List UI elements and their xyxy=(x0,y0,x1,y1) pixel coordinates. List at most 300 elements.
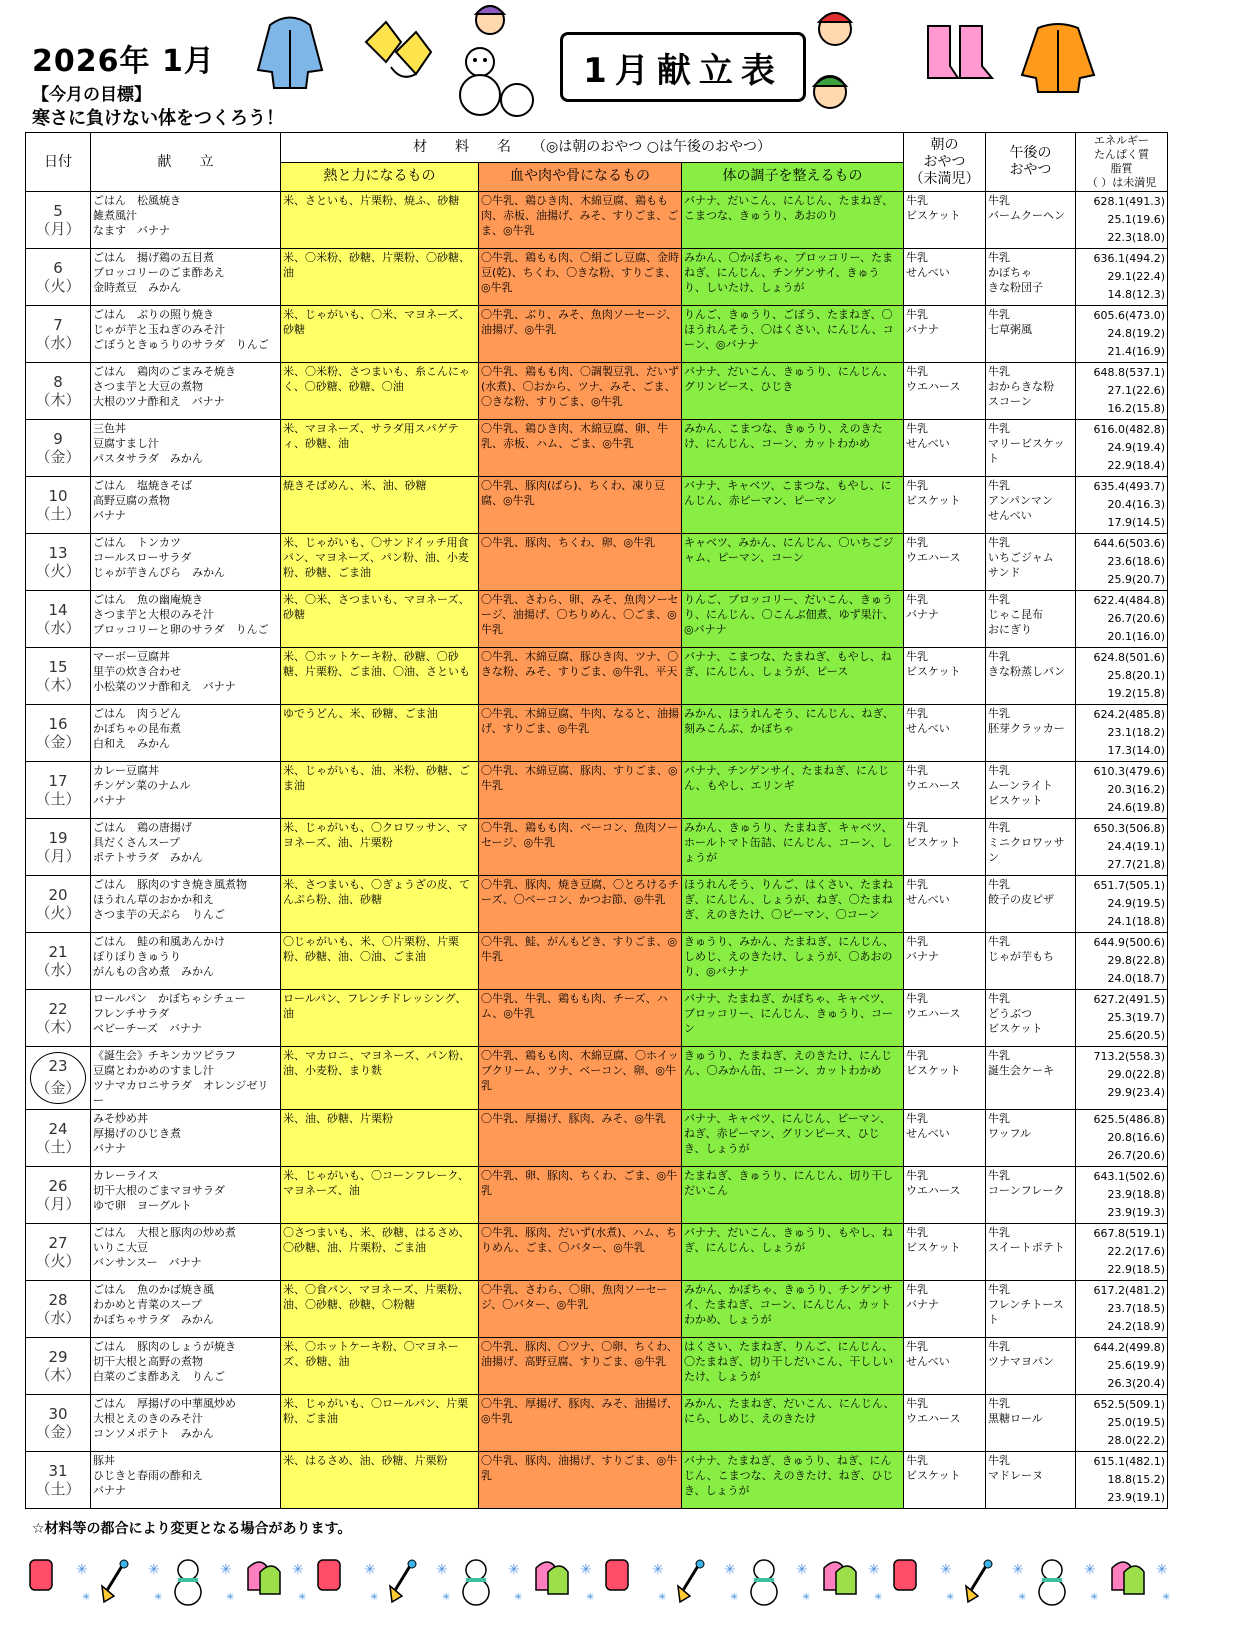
yellow-group-cell: バナナ、こまつな、たまねぎ、もやし、ねぎ、にんじん、しょうが、ピース xyxy=(682,648,904,705)
menu-item: なます バナナ xyxy=(93,224,170,237)
weekday: （金） xyxy=(35,733,81,751)
day-number: 5 xyxy=(53,202,63,220)
weekday: （金） xyxy=(35,1423,81,1441)
menu-cell xyxy=(91,192,281,249)
snack-item: 七草粥風 xyxy=(988,323,1033,336)
fat-value: 22.3(18.0) xyxy=(1107,231,1166,244)
snack-item: バナナ xyxy=(906,1298,940,1311)
svg-text:✳: ✳ xyxy=(154,1592,163,1603)
snack-item: マリービスケット xyxy=(988,437,1065,465)
snack-item: 牛乳 xyxy=(988,251,1011,264)
yellow-group-cell: みかん、〇かぼちゃ、ブロッコリー、たまねぎ、にんじん、チンゲンサイ、きゅうり、しいたけ、しょうが xyxy=(682,249,904,306)
snack-item: 牛乳 xyxy=(988,935,1011,948)
weekday: （木） xyxy=(35,391,81,409)
red-group-cell: 米、〇米、さつまいも、マヨネーズ、砂糖 xyxy=(281,591,479,648)
red-group-cell: 米、じゃがいも、〇米、マヨネーズ、砂糖 xyxy=(281,306,479,363)
menu-item: ごはん 塩焼きそば xyxy=(93,479,192,492)
menu-item: 豆腐すまし汁 xyxy=(93,437,159,450)
table-row xyxy=(26,762,1168,819)
fat-value: 16.2(15.8) xyxy=(1107,402,1166,415)
weekday: （土） xyxy=(35,790,81,808)
date-cell xyxy=(26,1224,91,1281)
red-group-cell: ロールパン、フレンチドレッシング、油 xyxy=(281,990,479,1047)
goal-text: 寒さに負けない体をつくろう！ xyxy=(32,108,284,129)
snack-item: 誕生会ケーキ xyxy=(988,1064,1055,1077)
page-title: 1月献立表 xyxy=(560,32,806,102)
snack-item: フレンチトースト xyxy=(988,1298,1064,1326)
snack-item: ビスケット xyxy=(906,665,961,678)
header-afternoon-snack: 午後の おやつ xyxy=(986,133,1076,192)
protein-value: 20.4(16.3) xyxy=(1107,498,1166,511)
date-cell xyxy=(26,1452,91,1509)
menu-cell xyxy=(91,306,281,363)
svg-text:✳: ✳ xyxy=(1090,1592,1099,1603)
afternoon-snack-cell xyxy=(986,306,1076,363)
svg-text:✳: ✳ xyxy=(868,1562,880,1578)
menu-cell xyxy=(91,648,281,705)
morning-snack-cell xyxy=(904,591,986,648)
afternoon-snack-cell xyxy=(986,1338,1076,1395)
fat-value: 24.2(18.9) xyxy=(1107,1320,1166,1333)
morning-snack-cell xyxy=(904,477,986,534)
menu-item: バナナ xyxy=(93,1142,126,1155)
protein-value: 25.1(19.6) xyxy=(1107,213,1166,226)
energy-cell xyxy=(1076,363,1168,420)
green-group-cell: 〇牛乳、木綿豆腐、豚肉、すりごま、◎牛乳 xyxy=(479,762,682,819)
menu-item: ひじきと春雨の酢和え xyxy=(93,1469,203,1482)
menu-item: ごはん 豚肉のすき焼き風煮物 xyxy=(93,878,247,891)
snack-item: ビスケット xyxy=(906,1241,961,1254)
afternoon-snack-cell xyxy=(986,591,1076,648)
mitten-icon xyxy=(1112,1562,1170,1603)
energy-value: 624.2(485.8) xyxy=(1093,708,1166,721)
footer-note: ☆材料等の都合により変更となる場合があります。 xyxy=(32,1521,352,1537)
menu-item: ロールパン かぼちゃシチュー xyxy=(93,992,246,1005)
energy-value: 643.1(502.6) xyxy=(1093,1170,1166,1183)
afternoon-snack-cell xyxy=(986,1047,1076,1110)
morning-snack-cell xyxy=(904,648,986,705)
morning-snack-cell xyxy=(904,534,986,591)
red-group-cell: 米、はるさめ、油、砂糖、片栗粉 xyxy=(281,1452,479,1509)
snack-item: 牛乳 xyxy=(988,992,1011,1005)
snack-item: ウエハース xyxy=(906,1184,961,1197)
svg-text:✳: ✳ xyxy=(298,1592,307,1603)
svg-text:✳: ✳ xyxy=(226,1592,235,1603)
snack-item: どうぶつ xyxy=(988,1007,1033,1020)
day-number: 29 xyxy=(48,1348,68,1366)
morning-snack-cell xyxy=(904,1281,986,1338)
snack-item: 牛乳 xyxy=(988,878,1011,891)
energy-value: 636.1(494.2) xyxy=(1093,252,1166,265)
red-group-cell: 米、じゃがいも、〇サンドイッチ用食パン、マヨネーズ、パン粉、油、小麦粉、砂糖、ごま油 xyxy=(281,534,479,591)
snack-item: 牛乳 xyxy=(988,308,1011,321)
svg-text:✳: ✳ xyxy=(1084,1562,1096,1578)
menu-item: コンソメポテト みかん xyxy=(93,1427,214,1440)
energy-cell xyxy=(1076,477,1168,534)
morning-snack-cell xyxy=(904,762,986,819)
energy-value: 628.1(491.3) xyxy=(1093,195,1166,208)
snack-item: サンド xyxy=(988,566,1021,579)
green-group-cell: 〇牛乳、豚肉、焼き豆腐、〇とろけるチーズ、〇ベーコン、かつお節、◎牛乳 xyxy=(479,876,682,933)
svg-text:✳: ✳ xyxy=(1012,1562,1024,1578)
weekday: （火） xyxy=(35,904,81,922)
energy-value: 635.4(493.7) xyxy=(1093,480,1166,493)
date-cell xyxy=(26,1110,91,1167)
weekday: （月） xyxy=(35,1195,81,1213)
snack-item: せんべい xyxy=(906,266,950,279)
menu-item: ごはん 豚肉のしょうが焼き xyxy=(93,1340,236,1353)
date-cell xyxy=(26,534,91,591)
svg-text:✳: ✳ xyxy=(514,1592,523,1603)
menu-item: じゃが芋きんぴら みかん xyxy=(93,566,225,579)
day-number: 30 xyxy=(48,1405,68,1423)
snack-item: 牛乳 xyxy=(906,1397,929,1410)
red-group-cell: 米、〇米粉、砂糖、片栗粉、〇砂糖、油 xyxy=(281,249,479,306)
snack-item: ビスケット xyxy=(988,794,1043,807)
menu-item: ごはん トンカツ xyxy=(93,536,181,549)
yellow-group-cell: りんご、きゅうり、ごぼう、たまねぎ、〇ほうれんそう、〇はくさい、にんじん、コーン、◎バナナ xyxy=(682,306,904,363)
green-group-cell: 〇牛乳、卵、豚肉、ちくわ、ごま、◎牛乳 xyxy=(479,1167,682,1224)
day-number: 23 xyxy=(48,1057,68,1075)
energy-cell xyxy=(1076,1224,1168,1281)
energy-cell xyxy=(1076,1395,1168,1452)
cup-icon xyxy=(30,1560,90,1603)
morning-snack-cell xyxy=(904,1110,986,1167)
energy-value: 667.8(519.1) xyxy=(1093,1227,1166,1240)
snack-item: きな粉蒸しパン xyxy=(988,665,1066,678)
menu-item: ごぼうときゅうりのサラダ りんご xyxy=(93,338,269,351)
svg-text:✳: ✳ xyxy=(370,1592,379,1603)
menu-item: 三色丼 xyxy=(93,422,126,435)
day-number: 14 xyxy=(48,601,68,619)
yellow-group-cell: みかん、たまねぎ、だいこん、にんじん、にら、しめじ、えのきたけ xyxy=(682,1395,904,1452)
menu-item: 大根のツナ酢和え バナナ xyxy=(93,395,225,408)
menu-cell xyxy=(91,1110,281,1167)
snack-item: 牛乳 xyxy=(988,479,1011,492)
shovel-icon xyxy=(678,1560,738,1603)
table-row xyxy=(26,933,1168,990)
red-group-cell: 米、さつまいも、〇ぎょうざの皮、てんぷら粉、油、砂糖 xyxy=(281,876,479,933)
menu-cell xyxy=(91,420,281,477)
menu-item: ゆで卵 ヨーグルト xyxy=(93,1199,192,1212)
kids-playing-icon xyxy=(460,0,550,45)
day-number: 24 xyxy=(48,1120,68,1138)
snack-item: 牛乳 xyxy=(906,935,929,948)
menu-item: カレーライス xyxy=(93,1169,159,1182)
menu-cell xyxy=(91,477,281,534)
menu-item: ごはん 肉うどん xyxy=(93,707,181,720)
menu-cell xyxy=(91,762,281,819)
svg-text:✳: ✳ xyxy=(874,1592,883,1603)
table-row xyxy=(26,1167,1168,1224)
red-group-cell: 米、マカロニ、マヨネーズ、パン粉、油、小麦粉、まり麩 xyxy=(281,1047,479,1110)
menu-item: かぼちゃサラダ みかん xyxy=(93,1313,214,1326)
day-number: 26 xyxy=(48,1177,68,1195)
date-cell xyxy=(26,306,91,363)
morning-snack-cell xyxy=(904,249,986,306)
winter-border-decoration xyxy=(0,1548,1241,1628)
red-group-cell: ゆでうどん、米、砂糖、ごま油 xyxy=(281,705,479,762)
day-number: 17 xyxy=(48,772,68,790)
energy-cell xyxy=(1076,705,1168,762)
day-number: 15 xyxy=(48,658,68,676)
table-row xyxy=(26,306,1168,363)
snack-item: 牛乳 xyxy=(906,479,929,492)
goal-label: 【今月の目標】 xyxy=(32,85,151,105)
protein-value: 24.9(19.5) xyxy=(1107,897,1166,910)
menu-item: 《誕生会》チキンカツピラフ xyxy=(93,1049,236,1062)
svg-text:✳: ✳ xyxy=(802,1592,811,1603)
green-group-cell: 〇牛乳、牛乳、鶏もも肉、チーズ、ハム、◎牛乳 xyxy=(479,990,682,1047)
snack-item: 牛乳 xyxy=(906,194,929,207)
fat-value: 26.7(20.6) xyxy=(1107,1149,1166,1162)
yellow-group-cell: きゅうり、たまねぎ、えのきたけ、にんじん、〇みかん缶、コーン、カットわかめ xyxy=(682,1047,904,1110)
snack-item: ウエハース xyxy=(906,1007,961,1020)
red-group-cell: 〇じゃがいも、米、〇片栗粉、片栗粉、砂糖、油、〇油、ごま油 xyxy=(281,933,479,990)
protein-value: 18.8(15.2) xyxy=(1107,1473,1166,1486)
svg-text:✳: ✳ xyxy=(796,1562,808,1578)
menu-item: ブロッコリーのごま酢あえ xyxy=(93,266,225,279)
snack-item: せんべい xyxy=(906,893,950,906)
weekday: （土） xyxy=(35,505,81,523)
menu-item: バンサンスー バナナ xyxy=(93,1256,202,1269)
weekday: （水） xyxy=(35,961,81,979)
morning-snack-cell xyxy=(904,1224,986,1281)
menu-item: さつま芋と大根のみそ汁 xyxy=(93,608,214,621)
snack-item: 牛乳 xyxy=(906,1283,929,1296)
weekday: （水） xyxy=(35,1309,81,1327)
svg-text:✳: ✳ xyxy=(946,1592,955,1603)
green-group-cell: 〇牛乳、木綿豆腐、豚ひき肉、ツナ、〇きな粉、みそ、すりごま、◎牛乳、平天 xyxy=(479,648,682,705)
menu-item: ごはん 松風焼き xyxy=(93,194,181,207)
energy-value: 651.7(505.1) xyxy=(1093,879,1166,892)
protein-value: 29.0(22.8) xyxy=(1107,1068,1166,1081)
snack-item: 牛乳 xyxy=(906,992,929,1005)
date-cell xyxy=(26,363,91,420)
energy-value: 605.6(473.0) xyxy=(1093,309,1166,322)
protein-value: 25.3(19.7) xyxy=(1107,1011,1166,1024)
menu-item: バナナ xyxy=(93,794,126,807)
day-number: 31 xyxy=(48,1462,68,1480)
menu-item: ブロッコリーと卵のサラダ りんご xyxy=(93,623,269,636)
menu-item: ほうれん草のおかか和え xyxy=(93,893,214,906)
snack-item: ムーンライト xyxy=(988,779,1053,792)
fat-value: 23.9(19.1) xyxy=(1107,1491,1166,1504)
protein-value: 29.1(22.4) xyxy=(1107,270,1166,283)
menu-item: 切干大根と高野の煮物 xyxy=(93,1355,203,1368)
svg-text:✳: ✳ xyxy=(1018,1592,1027,1603)
snack-item: ウエハース xyxy=(906,779,961,792)
fat-value: 25.6(20.5) xyxy=(1107,1029,1166,1042)
menu-cell xyxy=(91,819,281,876)
date-cell xyxy=(26,705,91,762)
energy-cell xyxy=(1076,819,1168,876)
table-row xyxy=(26,705,1168,762)
energy-value: 644.2(499.8) xyxy=(1093,1341,1166,1354)
snack-item: おにぎり xyxy=(988,623,1033,636)
yellow-group-cell: キャベツ、みかん、にんじん、〇いちごジャム、ピーマン、コーン xyxy=(682,534,904,591)
weekday: （火） xyxy=(35,562,81,580)
green-group-cell: 〇牛乳、豚肉、だいず(水煮)、ハム、ちりめん、ごま、〇バター、◎牛乳 xyxy=(479,1224,682,1281)
header-date: 日付 xyxy=(26,133,91,192)
jacket-icon xyxy=(250,10,330,90)
menu-cell xyxy=(91,1047,281,1110)
protein-value: 25.8(20.1) xyxy=(1107,669,1166,682)
afternoon-snack-cell xyxy=(986,705,1076,762)
fat-value: 26.3(20.4) xyxy=(1107,1377,1166,1390)
energy-cell xyxy=(1076,1452,1168,1509)
snack-item: 牛乳 xyxy=(906,878,929,891)
table-row xyxy=(26,1224,1168,1281)
yellow-group-cell: ほうれんそう、りんご、はくさい、たまねぎ、にんじん、しょうが、ねぎ、〇たまねぎ、えのきたけ、〇ピーマン、〇コーン xyxy=(682,876,904,933)
snack-item: 牛乳 xyxy=(988,593,1011,606)
menu-item: じゃが芋と玉ねぎのみそ汁 xyxy=(93,323,225,336)
green-group-cell: 〇牛乳、豚肉、油揚げ、すりごま、◎牛乳 xyxy=(479,1452,682,1509)
date-cell xyxy=(26,420,91,477)
menu-cell xyxy=(91,1395,281,1452)
yellow-group-cell: たまねぎ、きゅうり、にんじん、切り干しだいこん xyxy=(682,1167,904,1224)
day-number: 27 xyxy=(48,1234,68,1252)
snack-item: 黒糖ロール xyxy=(988,1412,1043,1425)
afternoon-snack-cell xyxy=(986,933,1076,990)
fat-value: 24.0(18.7) xyxy=(1107,972,1166,985)
menu-item: 白菜のごま酢あえ りんご xyxy=(93,1370,225,1383)
fat-value: 21.4(16.9) xyxy=(1107,345,1166,358)
protein-value: 23.7(18.5) xyxy=(1107,1302,1166,1315)
protein-value: 20.8(16.6) xyxy=(1107,1131,1166,1144)
table-row xyxy=(26,249,1168,306)
snack-item: かぼちゃ xyxy=(988,266,1033,279)
energy-value: 622.4(484.8) xyxy=(1093,594,1166,607)
weekday: （火） xyxy=(35,277,81,295)
afternoon-snack-cell xyxy=(986,534,1076,591)
afternoon-snack-cell xyxy=(986,762,1076,819)
snack-item: ビスケット xyxy=(906,1469,961,1482)
energy-value: 650.3(506.8) xyxy=(1093,822,1166,835)
header-morning-snack: 朝の おやつ （未満児） xyxy=(904,133,986,192)
afternoon-snack-cell xyxy=(986,477,1076,534)
snack-item: 牛乳 xyxy=(988,1169,1011,1182)
menu-cell xyxy=(91,1281,281,1338)
green-group-cell: 〇牛乳、木綿豆腐、牛肉、なると、油揚げ、すりごま、◎牛乳 xyxy=(479,705,682,762)
menu-item: パスタサラダ みかん xyxy=(93,452,203,465)
snowman-icon xyxy=(175,1560,234,1605)
weekday: （木） xyxy=(35,1366,81,1384)
date-cell xyxy=(26,990,91,1047)
menu-item: ベビーチーズ バナナ xyxy=(93,1022,203,1035)
snack-item: 牛乳 xyxy=(988,821,1011,834)
energy-cell xyxy=(1076,249,1168,306)
green-group-cell: 〇牛乳、ぶり、みそ、魚肉ソーセージ、油揚げ、◎牛乳 xyxy=(479,306,682,363)
header-yellow-group: 体の調子を整えるもの xyxy=(682,162,904,192)
svg-text:✳: ✳ xyxy=(724,1562,736,1578)
date-cell xyxy=(26,876,91,933)
snack-item: スコーン xyxy=(988,395,1032,408)
menu-item: みそ炒め丼 xyxy=(93,1112,148,1125)
svg-text:✳: ✳ xyxy=(658,1592,667,1603)
day-number: 10 xyxy=(48,487,68,505)
snack-item: おからきな粉 xyxy=(988,380,1055,393)
energy-value: 616.0(482.8) xyxy=(1093,423,1166,436)
menu-item: わかめと青菜のスープ xyxy=(93,1298,202,1311)
svg-text:✳: ✳ xyxy=(730,1592,739,1603)
energy-cell xyxy=(1076,876,1168,933)
snack-item: 牛乳 xyxy=(988,1112,1011,1125)
day-number: 20 xyxy=(48,886,68,904)
shovel-icon xyxy=(390,1560,450,1603)
yellow-group-cell: バナナ、キャベツ、にんじん、ピーマン、ねぎ、赤ピーマン、グリンピース、ひじき、しょうが xyxy=(682,1110,904,1167)
mittens-icon xyxy=(356,12,436,92)
yellow-group-cell: バナナ、だいこん、にんじん、たまねぎ、こまつな、きゅうり、あおのり xyxy=(682,192,904,249)
day-number: 19 xyxy=(48,829,68,847)
afternoon-snack-cell xyxy=(986,1452,1076,1509)
fat-value: 20.1(16.0) xyxy=(1107,630,1166,643)
energy-value: 615.1(482.1) xyxy=(1093,1455,1166,1468)
table-row xyxy=(26,990,1168,1047)
snowman-icon xyxy=(1039,1560,1098,1605)
snack-item: マドレーヌ xyxy=(988,1469,1044,1482)
protein-value: 24.4(19.1) xyxy=(1107,840,1166,853)
afternoon-snack-cell xyxy=(986,1281,1076,1338)
date-cell xyxy=(26,762,91,819)
red-group-cell: 焼きそばめん、米、油、砂糖 xyxy=(281,477,479,534)
snack-item: スイートポテト xyxy=(988,1241,1065,1254)
menu-table xyxy=(25,132,1168,1509)
snack-item: ビスケット xyxy=(988,1022,1043,1035)
fat-value: 19.2(15.8) xyxy=(1107,687,1166,700)
weekday: （水） xyxy=(35,619,81,637)
red-group-cell: 米、じゃがいも、〇ロールパン、片栗粉、ごま油 xyxy=(281,1395,479,1452)
table-row xyxy=(26,1452,1168,1509)
snack-item: せんべい xyxy=(906,722,950,735)
menu-item: ごはん ぶりの照り焼き xyxy=(93,308,214,321)
menu-cell xyxy=(91,534,281,591)
mitten-icon xyxy=(536,1562,594,1603)
svg-text:✳: ✳ xyxy=(292,1562,304,1578)
snack-item: ビスケット xyxy=(906,836,961,849)
svg-text:✳: ✳ xyxy=(364,1562,376,1578)
yellow-group-cell: はくさい、たまねぎ、りんご、にんじん、〇たまねぎ、切り干しだいこん、干ししいたけ、しょうが xyxy=(682,1338,904,1395)
fat-value: 28.0(22.2) xyxy=(1107,1434,1166,1447)
morning-snack-cell xyxy=(904,1452,986,1509)
snack-item: ビスケット xyxy=(906,1064,961,1077)
date-cell xyxy=(26,249,91,306)
menu-item: ごはん 大根と豚肉の炒め煮 xyxy=(93,1226,236,1239)
day-number: 9 xyxy=(53,430,63,448)
menu-item: ポテトサラダ みかん xyxy=(93,851,203,864)
date-cell xyxy=(26,1167,91,1224)
year-month: 2026年 1月 xyxy=(32,44,215,79)
snack-item: アンパンマン xyxy=(988,494,1053,507)
snack-item: ミニクロワッサン xyxy=(988,836,1065,864)
protein-value: 26.7(20.6) xyxy=(1107,612,1166,625)
yellow-group-cell: バナナ、チンゲンサイ、たまねぎ、にんじん、もやし、エリンギ xyxy=(682,762,904,819)
snack-item: きな粉団子 xyxy=(988,281,1044,294)
table-row xyxy=(26,363,1168,420)
yellow-group-cell: バナナ、たまねぎ、きゅうり、ねぎ、にんじん、こまつな、えのきたけ、ねぎ、ひじき、しょうが xyxy=(682,1452,904,1509)
date-cell xyxy=(26,477,91,534)
svg-text:✳: ✳ xyxy=(652,1562,664,1578)
protein-value: 23.9(18.8) xyxy=(1107,1188,1166,1201)
energy-cell xyxy=(1076,591,1168,648)
energy-cell xyxy=(1076,534,1168,591)
menu-item: 高野豆腐の煮物 xyxy=(93,494,170,507)
protein-value: 25.0(19.5) xyxy=(1107,1416,1166,1429)
date-cell xyxy=(26,192,91,249)
table-row xyxy=(26,534,1168,591)
red-group-cell: 米、じゃがいも、油、米粉、砂糖、ごま油 xyxy=(281,762,479,819)
green-group-cell: 〇牛乳、豚肉、〇ツナ、〇卵、ちくわ、油揚げ、高野豆腐、すりごま、◎牛乳 xyxy=(479,1338,682,1395)
